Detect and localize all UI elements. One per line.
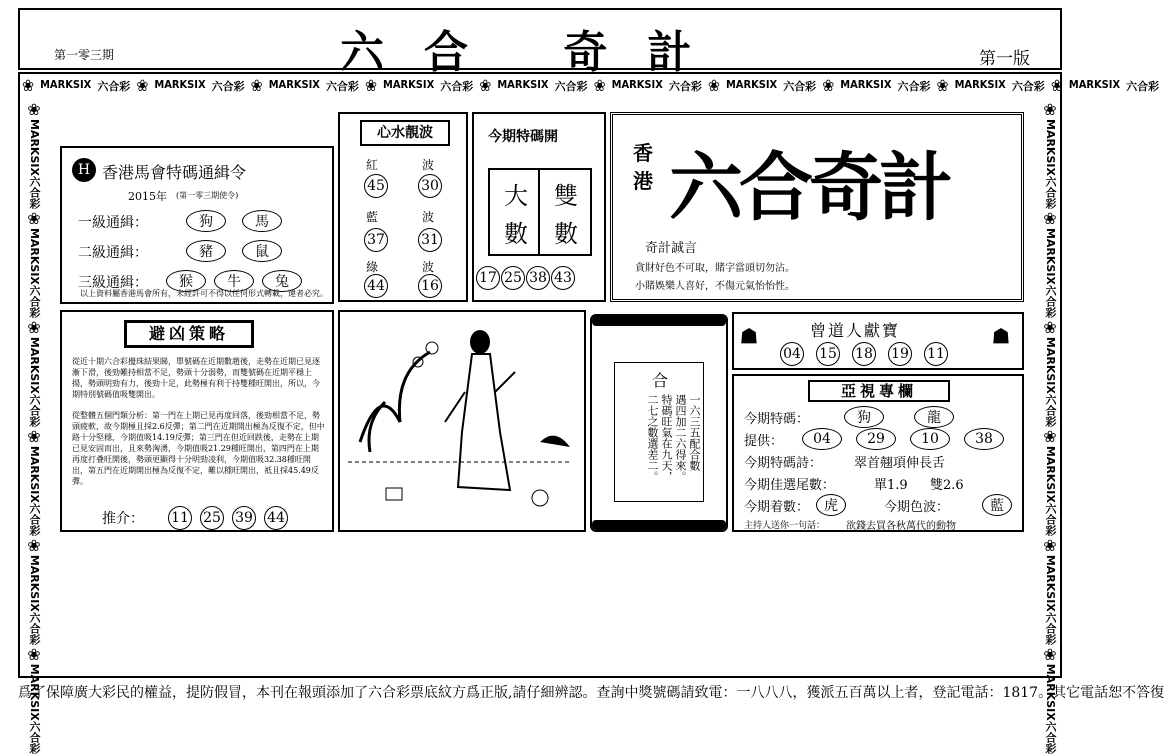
asia-number: 04 xyxy=(802,428,842,450)
brand-word-2: 六合彩 xyxy=(1126,80,1160,93)
green-number: 44 xyxy=(364,274,388,298)
flower-icon: ❀ xyxy=(1043,317,1057,337)
asia-label-color: 今期色波： xyxy=(884,500,950,515)
brand-word: MARKSIX xyxy=(1044,554,1057,612)
flower-icon: ❀ xyxy=(822,76,835,95)
scroll-head: 合 xyxy=(652,371,669,390)
treasure-title: 曾道人獻寶 xyxy=(810,321,901,340)
brand-word-2: 六合彩 xyxy=(1044,720,1057,754)
scroll-col-2: 遇四加二六得來。 xyxy=(674,394,687,482)
masthead-title: 六合 奇計 xyxy=(340,27,732,78)
brand-word-2: 六合彩 xyxy=(1044,284,1057,318)
brand-word-2: 六合彩 xyxy=(1044,611,1057,645)
asia-zodiac: 狗 xyxy=(844,406,884,428)
flower-icon: ❀ xyxy=(707,76,720,95)
brand-word: MARKSIX xyxy=(954,78,1006,91)
asia-numbers xyxy=(802,428,1004,450)
brand-word-2: 六合彩 xyxy=(440,80,474,93)
brand-word: MARKSIX xyxy=(1044,445,1057,503)
flower-icon: ❀ xyxy=(250,76,263,95)
brand-word-2: 六合彩 xyxy=(97,80,131,93)
illustration-panel xyxy=(338,310,586,532)
treasure-numbers xyxy=(780,342,948,366)
flower-icon: ❀ xyxy=(364,76,377,95)
wanted-zodiac: 牛 xyxy=(214,270,254,292)
brand-word: MARKSIX xyxy=(268,78,320,91)
strategy-paragraph-2: 從整體五個門類分析：第一門在上期已見再度回落，後勁相當不足，勢頭疲軟，故今期極且採2.6反彈；第二門在近期開出極為反復不定，但中路十分堅穩，今期值吸14.19反彈；第三門在但近回跌後，走勢在上期已見安固而出，且來勢洶湧，今期值吸21.29種旺開出，第四門在上期再度打叠旺開後，勢頭更顯得十分明勁凌利，今期值吸32.38種旺開出，第五門在近期開出極為反復不定，難以種旺開出，祗且採45.49反彈。 xyxy=(72,411,325,486)
brand-word-2: 六合彩 xyxy=(211,80,245,93)
flower-icon: ❀ xyxy=(1043,426,1057,446)
asia-title: 亞視專欄 xyxy=(808,380,950,402)
asia-color: 藍 xyxy=(982,494,1012,516)
brand-strip-right xyxy=(1036,100,1058,754)
big-char: 大 xyxy=(504,182,528,210)
wanted-zodiac: 馬 xyxy=(242,210,282,232)
blue-number: 37 xyxy=(364,228,388,252)
hero-region-2: 港 xyxy=(633,169,653,193)
flower-icon: ❀ xyxy=(27,317,41,337)
brand-word-2: 六合彩 xyxy=(668,80,702,93)
brand-word: MARKSIX xyxy=(1044,119,1057,176)
wanted-zodiac: 兔 xyxy=(262,270,302,292)
recommend-number: 39 xyxy=(232,506,256,530)
asia-odd: 單1.9 xyxy=(874,478,908,493)
recommend-number: 44 xyxy=(264,506,288,530)
scroll-panel xyxy=(590,314,728,532)
asia-number: 10 xyxy=(910,428,950,450)
hero-title: 六合奇計 xyxy=(669,145,949,231)
brand-word-2: 六合彩 xyxy=(28,393,41,427)
brand-word-2: 六合彩 xyxy=(28,175,41,209)
wanted-title: 香港馬會特碼通緝令 xyxy=(102,163,247,182)
flower-icon: ❀ xyxy=(1043,100,1057,119)
brand-word: MARKSIX xyxy=(840,78,892,91)
wanted-zodiac: 豬 xyxy=(186,240,226,262)
special-number: 38 xyxy=(526,266,550,290)
wanted-year-note: (第一零三期使令) xyxy=(176,191,239,200)
brand-strip-left xyxy=(20,100,42,754)
asia-animal: 虎 xyxy=(816,494,846,516)
brand-word-2: 六合彩 xyxy=(1044,393,1057,427)
edition-label: 第一版 xyxy=(979,49,1030,69)
flower-icon: ❀ xyxy=(27,535,41,555)
brand-word-2: 六合彩 xyxy=(1011,80,1045,93)
brand-word: MARKSIX xyxy=(28,336,41,394)
special-grid xyxy=(488,168,592,256)
brand-word-2: 六合彩 xyxy=(28,502,41,536)
seal-icon: ☗ xyxy=(740,324,758,348)
hero-region-1: 香 xyxy=(633,141,653,165)
flower-icon: ❀ xyxy=(136,76,149,95)
brand-word: MARKSIX xyxy=(1068,78,1121,91)
asia-number: 38 xyxy=(964,428,1004,450)
brand-word: MARKSIX xyxy=(725,78,778,91)
special-number: 43 xyxy=(551,266,575,290)
masthead xyxy=(18,8,1062,78)
red-number: 45 xyxy=(364,174,388,198)
brand-word-2: 六合彩 xyxy=(28,284,41,318)
green-label-2: 波 xyxy=(422,260,435,274)
brand-word-2: 六合彩 xyxy=(554,80,588,93)
asia-label-poem: 今期特碼詩： xyxy=(744,456,823,471)
blue-number: 31 xyxy=(418,228,442,252)
scroll-col-1: 一六三五配合數 xyxy=(688,394,701,471)
brand-word: MARKSIX xyxy=(154,78,206,91)
red-label-2: 波 xyxy=(422,158,435,172)
issue-number: 第一零三期 xyxy=(54,48,115,62)
motto-line-2: 小賭娛樂人喜好，不傷元氣怡怡性。 xyxy=(635,281,795,292)
brand-word: MARKSIX xyxy=(28,227,41,285)
brand-word: MARKSIX xyxy=(497,78,549,91)
strategy-paragraph-1: 從近十期六合彩攪珠結果睇，單號碼在近期數趙後，走勢在近期已見逐漸下滑，後勁難持相當不足，勢頭十分弱勢，而雙號碼在近期平穩上揚，勢頭明勁有力，後勁十足，此勢極有利于持雙種旺開出，所以，今期特別號碼值吸雙開出。 xyxy=(72,357,320,399)
asia-label-tip: 今期着數： xyxy=(744,500,810,515)
wanted-zodiac: 猴 xyxy=(166,270,206,292)
flower-icon: ❀ xyxy=(1043,535,1057,555)
brand-word: MARKSIX xyxy=(28,119,41,176)
asia-host-label: 主持人送你一句話： xyxy=(744,521,826,531)
treasure-number: 15 xyxy=(816,342,840,366)
green-number: 16 xyxy=(418,274,442,298)
flower-icon: ❀ xyxy=(1043,208,1057,228)
wanted-row-label: 二級通緝： xyxy=(78,245,148,261)
recommend-numbers xyxy=(168,506,288,530)
flower-icon: ❀ xyxy=(936,76,949,95)
motto-title: 奇計誠言 xyxy=(645,241,698,256)
asia-host-text: 欲錢去買各秋萬代的動物 xyxy=(846,521,956,532)
flower-icon: ❀ xyxy=(27,208,41,228)
brand-word: MARKSIX xyxy=(28,663,41,721)
brand-word-2: 六合彩 xyxy=(783,80,817,93)
red-label: 紅 xyxy=(366,158,379,172)
brand-word-2: 六合彩 xyxy=(1044,502,1057,536)
brand-word: MARKSIX xyxy=(28,554,41,612)
asia-label-special: 今期特碼： xyxy=(744,412,810,427)
brand-word: MARKSIX xyxy=(1044,663,1057,721)
seal-icon: ☗ xyxy=(992,324,1010,348)
asia-number: 29 xyxy=(856,428,896,450)
strategy-panel xyxy=(60,310,334,532)
treasure-number: 18 xyxy=(852,342,876,366)
number-char-2: 數 xyxy=(554,220,578,248)
treasure-number: 04 xyxy=(780,342,804,366)
flower-icon: ❀ xyxy=(593,76,606,95)
recommend-number: 25 xyxy=(200,506,224,530)
asia-poem: 翠首翹項伸長舌 xyxy=(854,456,946,471)
even-char: 雙 xyxy=(554,182,578,210)
asia-even: 雙2.6 xyxy=(930,478,964,493)
jockey-club-logo-icon: H xyxy=(72,158,96,182)
wanted-year: 2015年 xyxy=(128,190,167,203)
wanted-zodiac: 鼠 xyxy=(242,240,282,262)
flower-icon: ❀ xyxy=(22,76,35,95)
scroll-col-3: 特碼旺氣在九天， xyxy=(660,394,673,482)
special-panel xyxy=(472,112,606,302)
brand-strip-top xyxy=(22,76,1160,98)
brand-word: MARKSIX xyxy=(40,78,92,91)
wanted-note: 以上資料屬香港馬會所有，未經許可不得以任何形式轉載，違者必究。 xyxy=(80,289,328,298)
recommend-number: 11 xyxy=(168,506,192,530)
wave-title: 心水靚波 xyxy=(360,120,450,146)
wanted-row-label: 一級通緝： xyxy=(78,215,148,231)
asia-panel xyxy=(732,374,1024,532)
brand-word: MARKSIX xyxy=(383,78,435,91)
special-number: 25 xyxy=(501,266,525,290)
brand-word-2: 六合彩 xyxy=(325,80,359,93)
brand-word: MARKSIX xyxy=(1044,227,1057,285)
green-label: 綠 xyxy=(366,260,379,274)
asia-label-provide: 提供： xyxy=(744,434,784,449)
treasure-panel xyxy=(732,312,1024,370)
blue-label-2: 波 xyxy=(422,210,435,224)
treasure-number: 11 xyxy=(924,342,948,366)
wanted-panel xyxy=(60,146,334,304)
flower-icon: ❀ xyxy=(1043,644,1057,664)
flower-icon: ❀ xyxy=(27,644,41,664)
red-number: 30 xyxy=(418,174,442,198)
flower-icon: ❀ xyxy=(27,100,41,119)
wave-panel xyxy=(338,112,468,302)
strategy-title: 避凶策略 xyxy=(124,320,254,348)
brand-word: MARKSIX xyxy=(28,445,41,503)
wanted-zodiac: 狗 xyxy=(186,210,226,232)
brand-word: MARKSIX xyxy=(611,78,663,91)
footer-notice: 爲了保障廣大彩民的權益，提防假冒，本刊在報頭添加了六合彩票底紋方爲正版,請仔細辨認。查詢中獎號碼請致電：一八八八，獲派五百萬以上者，登記電話：1817。其它電話恕不答復 xyxy=(18,685,1164,701)
brand-word: MARKSIX xyxy=(1044,336,1057,394)
asia-zodiac: 龍 xyxy=(914,406,954,428)
treasure-number: 19 xyxy=(888,342,912,366)
wanted-row-label: 三級通緝： xyxy=(78,275,148,291)
brand-word-2: 六合彩 xyxy=(1044,175,1057,209)
asia-label-tail: 今期佳選尾數： xyxy=(744,478,836,493)
flower-icon: ❀ xyxy=(479,76,492,95)
scroll-col-4: 二七之數選差二。 xyxy=(646,394,659,482)
number-char: 數 xyxy=(504,220,528,248)
hero-panel xyxy=(610,112,1024,302)
special-number: 17 xyxy=(476,266,500,290)
special-title: 今期特碼開 xyxy=(488,129,558,145)
motto-line-1: 貪財好色不可取，賭字當頭切勿沾。 xyxy=(635,263,795,274)
brand-word-2: 六合彩 xyxy=(28,611,41,645)
brand-word-2: 六合彩 xyxy=(28,720,41,754)
flower-icon: ❀ xyxy=(1050,76,1063,95)
recommend-label: 推介： xyxy=(102,511,144,527)
brand-word-2: 六合彩 xyxy=(897,80,931,93)
lady-illustration-icon xyxy=(340,312,584,530)
special-numbers xyxy=(476,266,575,290)
flower-icon: ❀ xyxy=(27,426,41,446)
blue-label: 藍 xyxy=(366,210,379,224)
